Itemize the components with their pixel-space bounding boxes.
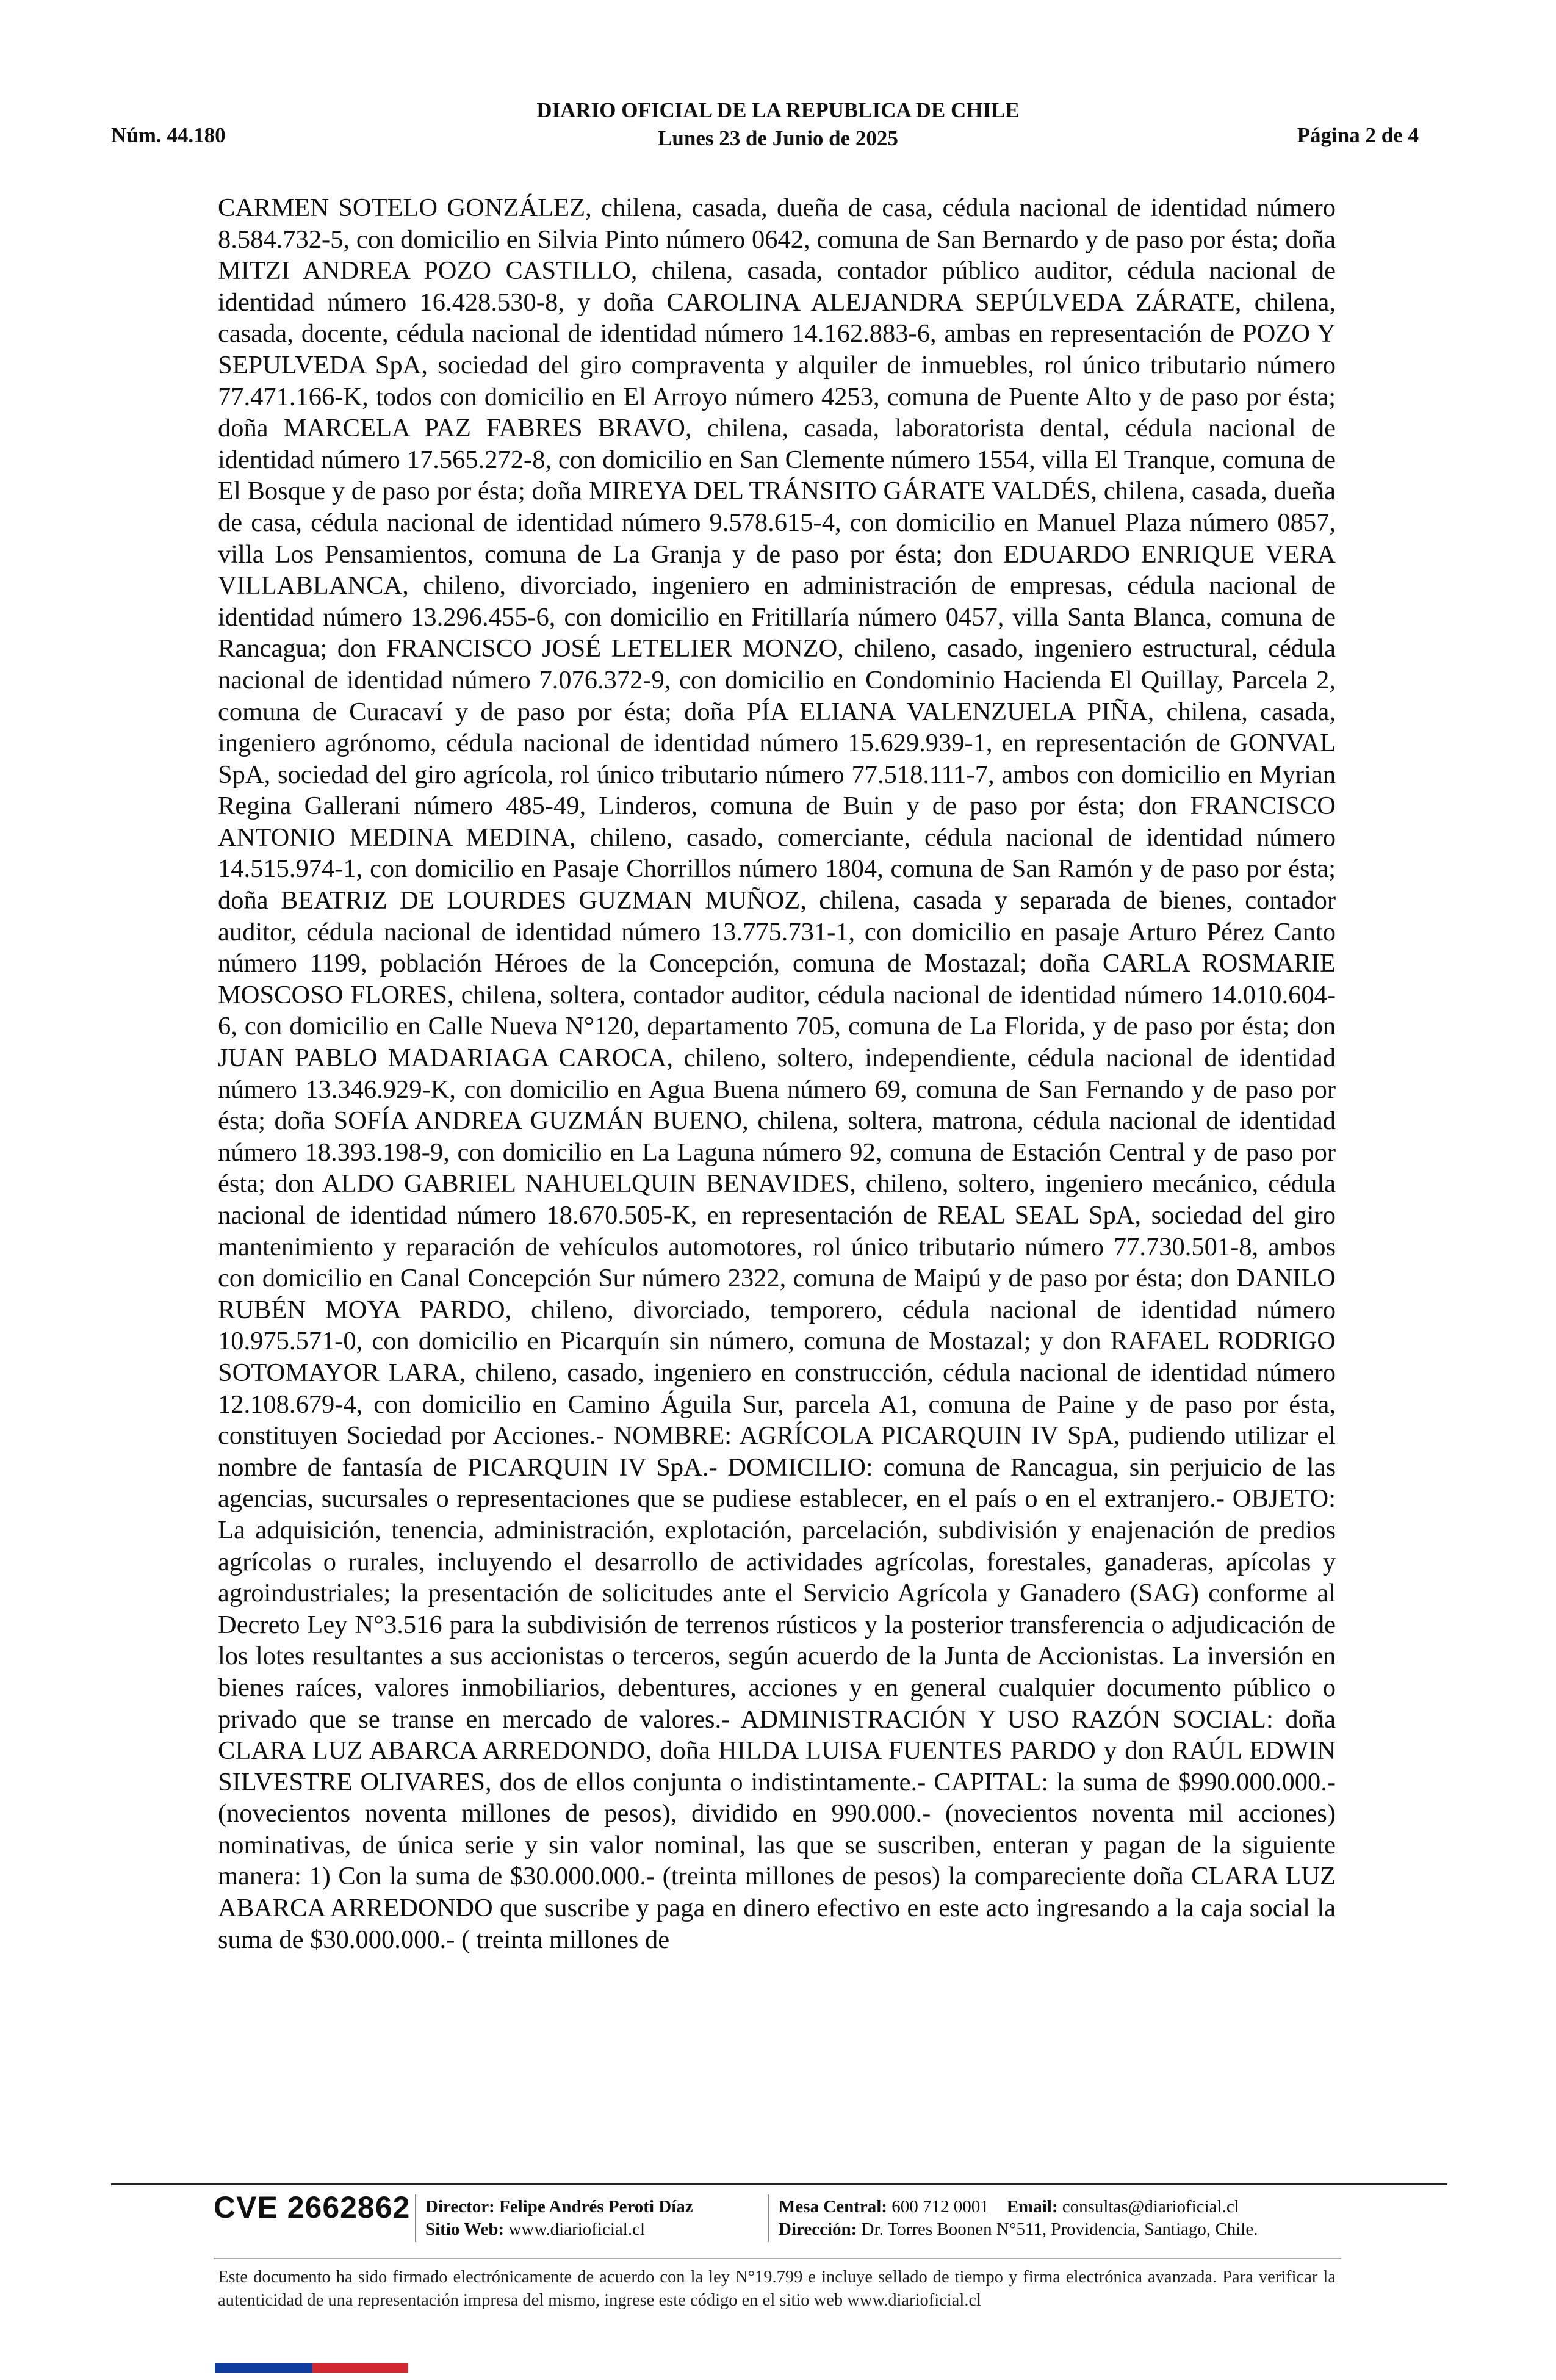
footer-director-block (425, 2196, 693, 2241)
director-label: Director: (425, 2197, 495, 2216)
director-name: Felipe Andrés Peroti Díaz (499, 2197, 693, 2216)
document-body: CARMEN SOTELO GONZÁLEZ, chilena, casada, dueña de casa, cédula nacional de identidad número 8.584.732-5, con domicilio en Silvia Pinto número 0642, comuna de San Bernardo y de paso por ésta; doña MITZI ANDREA POZO CASTILLO, chilena, casada, contador público auditor, cédula nacional de identidad número 16.428.530-8, y doña CAROLINA ALEJANDRA SEPÚLVEDA ZÁRATE, chilena, casada, docente, cédula nacional de identidad número 14.162.883-6, ambas en representación de POZO Y SEPULVEDA SpA, sociedad del giro compraventa y alquiler de inmuebles, rol único tributario número 77.471.166-K, todos con domicilio en El Arroyo número 4253, comuna de Puente Alto y de paso por ésta; doña MARCELA PAZ FABRES BRAVO, chilena, casada, laboratorista dental, cédula nacional de identidad número 17.565.272-8, con domicilio en San Clemente número 1554, villa El Tranque, comuna de El Bosque y de paso por ésta; doña MIREYA DEL TRÁNSITO GÁRATE VALDÉS, chilena, casada, dueña de casa, cédula nacional de identidad número 9.578.615-4, con domicilio en Manuel Plaza número 0857, villa Los Pensamientos, comuna de La Granja y de paso por ésta; don EDUARDO ENRIQUE VERA VILLABLANCA, chileno, divorciado, ingeniero en administración de empresas, cédula nacional de identidad número 13.296.455-6, con domicilio en Fritillaría número 0457, villa Santa Blanca, comuna de Rancagua; don FRANCISCO JOSÉ LETELIER MONZO, chileno, casado, ingeniero estructural, cédula nacional de identidad número 7.076.372-9, con domicilio en Condominio Hacienda El Quillay, Parcela 2, comuna de Curacaví y de paso por ésta; doña PÍA ELIANA VALENZUELA PIÑA, chilena, casada, ingeniero agrónomo, cédula nacional de identidad número 15.629.939-1, en representación de GONVAL SpA, sociedad del giro agrícola, rol único tributario número 77.518.111-7, ambos con domicilio en Myrian Regina Gallerani número 485-49, Linderos, comuna de Buin y de paso por ésta; don FRANCISCO ANTONIO MEDINA MEDINA, chileno, casado, comerciante, cédula nacional de identidad número 14.515.974-1, con domicilio en Pasaje Chorrillos número 1804, comuna de San Ramón y de paso por ésta; doña BEATRIZ DE LOURDES GUZMAN MUÑOZ, chilena, casada y separada de bienes, contador auditor, cédula nacional de identidad número 13.775.731-1, con domicilio en pasaje Arturo Pérez Canto número 1199, población Héroes de la Concepción, comuna de Mostazal; doña CARLA ROSMARIE MOSCOSO FLORES, chilena, soltera, contador auditor, cédula nacional de identidad número 14.010.604-6, con domicilio en Calle Nueva N°120, departamento 705, comuna de La Florida, y de paso por ésta; don JUAN PABLO MADARIAGA CAROCA, chileno, soltero, independiente, cédula nacional de identidad número 13.346.929-K, con domicilio en Agua Buena número 69, comuna de San Fernando y de paso por ésta; doña SOFÍA ANDREA GUZMÁN BUENO, chilena, soltera, matrona, cédula nacional de identidad número 18.393.198-9, con domicilio en La Laguna número 92, comuna de Estación Central y de paso por ésta; don ALDO GABRIEL NAHUELQUIN BENAVIDES, chileno, soltero, ingeniero mecánico, cédula nacional de identidad número 18.670.505-K, en representación de REAL SEAL SpA, sociedad del giro mantenimiento y reparación de vehículos automotores, rol único tributario número 77.730.501-8, ambos con domicilio en Canal Concepción Sur número 2322, comuna de Maipú y de paso por ésta; don DANILO RUBÉN MOYA PARDO, chileno, divorciado, temporero, cédula nacional de identidad número 10.975.571-0, con domicilio en Picarquín sin número, comuna de Mostazal; y don RAFAEL RODRIGO SOTOMAYOR LARA, chileno, casado, ingeniero en construcción, cédula nacional de identidad número 12.108.679-4, con domicilio en Camino Águila Sur, parcela A1, comuna de Paine y de paso por ésta, constituyen Sociedad por Acciones.- NOMBRE: AGRÍCOLA PICARQUIN IV SpA, pudiendo utilizar el nombre de fantasía de PICARQUIN IV SpA.- DOMICILIO: comuna de Rancagua, sin perjuicio de las agencias, sucursales o representaciones que se pudiese establecer, en el país o en el extranjero.- OBJETO: La adquisición, tenencia, administración, explotación, parcelación, subdivisión y enajenación de predios agrícolas o rurales, incluyendo el desarrollo de actividades agrícolas, forestales, ganaderas, apícolas y agroindustriales; la presentación de solicitudes ante el Servicio Agrícola y Ganadero (SAG) conforme al Decreto Ley N°3.516 para la subdivisión de terrenos rústicos y la posterior transferencia o adjudicación de los lotes resultantes a sus accionistas o terceros, según acuerdo de la Junta de Accionistas. La inversión en bienes raíces, valores inmobiliarios, debentures, acciones y en general cualquier documento público o privado que se transe en mercado de valores.- ADMINISTRACIÓN Y USO RAZÓN SOCIAL: doña CLARA LUZ ABARCA ARREDONDO, doña HILDA LUISA FUENTES PARDO y don RAÚL EDWIN SILVESTRE OLIVARES, dos de ellos conjunta o indistintamente.- CAPITAL: la suma de $990.000.000.- (novecientos noventa millones de pesos), dividido en 990.000.- (novecientos noventa mil acciones) nominativas, de única serie y sin valor nominal, las que se suscriben, enteran y pagan de la siguiente manera: 1) Con la suma de $30.000.000.- (treinta millones de pesos) la compareciente doña CLARA LUZ ABARCA ARREDONDO que suscribe y paga en dinero efectivo en este acto ingresando a la caja social la suma de $30.000.000.- ( treinta millones de (218, 193, 1336, 1954)
email-link[interactable]: consultas@diarioficial.cl (1062, 2197, 1239, 2216)
footer-separator (768, 2194, 769, 2242)
site-link[interactable]: www.diarioficial.cl (508, 2220, 646, 2239)
email-label: Email: (1006, 2197, 1058, 2216)
issue-date: Lunes 23 de Junio de 2025 (658, 126, 898, 150)
phone-label: Mesa Central: (779, 2197, 887, 2216)
newspaper-title: DIARIO OFICIAL DE LA REPUBLICA DE CHILE (536, 98, 1020, 122)
flag-stripe-blue (215, 2363, 312, 2373)
legal-notice: Este documento ha sido firmado electrónicamente de acuerdo con la ley N°19.799 e incluye sellado de tiempo y firma electrónica avanzada. Para verificar la autenticidad de una representación impresa del mismo, ingrese este código en el sitio web www.diarioficial.cl (218, 2268, 1336, 2310)
cve-label: CVE 2662862 (214, 2190, 411, 2224)
flag-stripe-red (312, 2363, 408, 2373)
footer-divider-thin (214, 2258, 1341, 2259)
footer-divider (111, 2183, 1447, 2185)
footer-contact-block (779, 2196, 1258, 2241)
address-value: Dr. Torres Boonen N°511, Providencia, Santiago, Chile. (861, 2220, 1258, 2239)
address-label: Dirección: (779, 2220, 857, 2239)
site-label: Sitio Web: (425, 2220, 505, 2239)
cve-code (214, 2190, 410, 2225)
page-indicator: Página 2 de 4 (1297, 123, 1419, 147)
issue-number: Núm. 44.180 (111, 123, 226, 147)
footer-separator (415, 2194, 416, 2242)
phone-value: 600 712 0001 (891, 2197, 989, 2216)
